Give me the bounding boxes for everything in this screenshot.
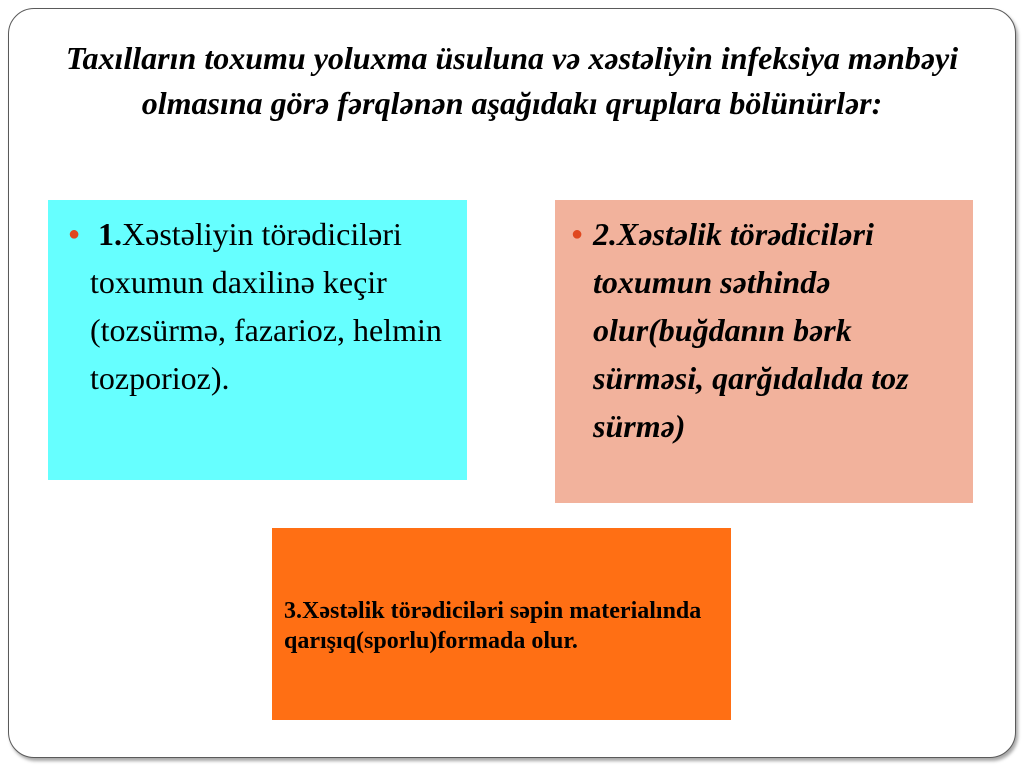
group-2-number: 2.: [593, 216, 617, 252]
group-1-bullet-item: [68, 210, 447, 402]
group-1-text-block: [90, 210, 447, 402]
group-3-text: 3.Xəstəlik törədiciləri səpin materialında qarışıq(sporlu)formada olur.: [284, 598, 702, 654]
group-2-text: Xəstəlik törədiciləri toxumun səthində olur(buğdanın bərk sürməsi, qarğıdalıda toz sürmə): [593, 216, 909, 444]
group-2-box: [555, 200, 973, 503]
slide-title: Taxılların toxumu yoluxma üsuluna və xəstəliyin infeksiya mənbəyi olmasına görə fərqlənən aşağıdakı qruplara bölünürlər:: [65, 40, 959, 121]
group-2-text-block: [593, 210, 955, 450]
bullet-dot-icon: ●: [571, 223, 584, 245]
group-1-text: Xəstəliyin törədiciləri toxumun daxilinə keçir (tozsürmə, fazarioz, helmin tozporioz).: [90, 216, 442, 396]
group-2-bullet-item: [571, 210, 955, 450]
group-1-number: 1.: [98, 216, 122, 252]
group-1-box: [48, 200, 467, 480]
bullet-dot-icon: ●: [68, 223, 81, 245]
group-3-box: [272, 528, 731, 720]
